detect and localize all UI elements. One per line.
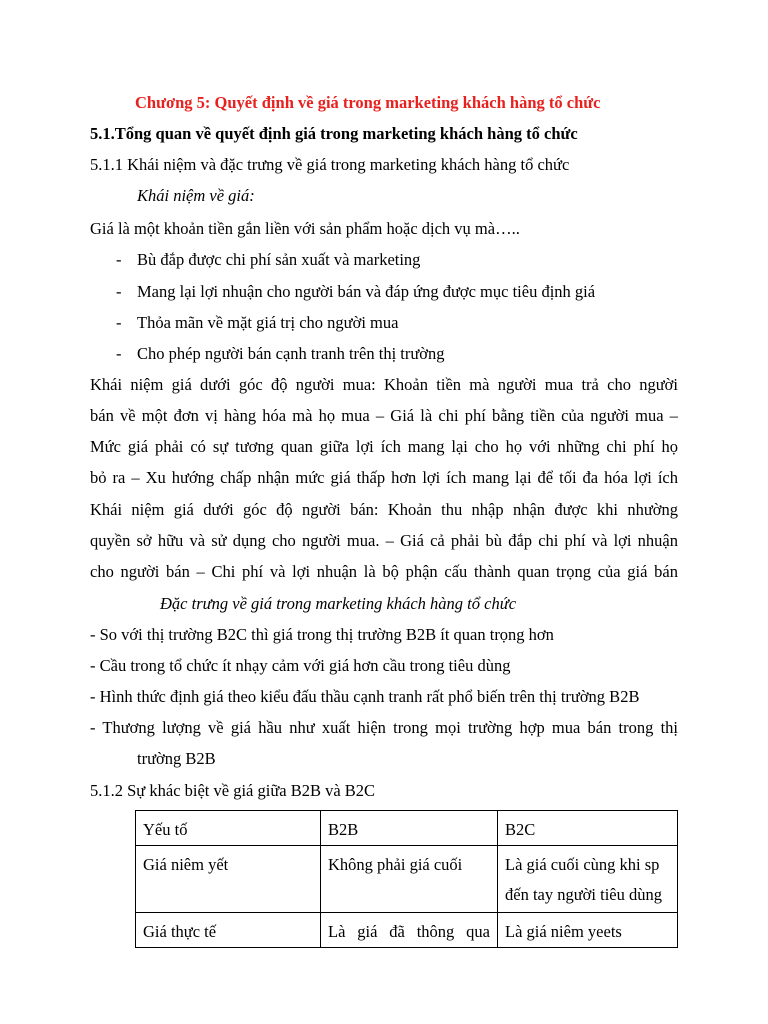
list-item: - Cầu trong tổ chức ít nhạy cảm với giá hơn cầu trong tiêu dùng bbox=[90, 656, 511, 675]
subsection-heading-2: 5.1.2 Sự khác biệt về giá giữa B2B và B2C bbox=[90, 781, 376, 800]
chapter-title: Chương 5: Quyết định về giá trong marketing khách hàng tổ chức bbox=[135, 93, 601, 112]
paragraph-line: Khái niệm giá dưới góc độ người mua: Khoản tiền mà người mua trả cho người bbox=[90, 375, 678, 394]
bullet-marker: - bbox=[116, 344, 122, 363]
subsection-heading-1: 5.1.1 Khái niệm và đặc trưng về giá trong marketing khách hàng tổ chức bbox=[90, 155, 570, 174]
bullet-marker: - bbox=[116, 313, 122, 332]
paragraph-line: Mức giá phải có sự tương quan giữa lợi ích mang lại cho họ với những chi phí họ bbox=[90, 437, 678, 456]
feature-heading: Đặc trưng về giá trong marketing khách hàng tổ chức bbox=[160, 594, 517, 613]
paragraph-line: Khái niệm giá dưới góc độ người bán: Khoản thu nhập nhận được khi nhường bbox=[90, 500, 678, 519]
section-heading: 5.1.Tổng quan về quyết định giá trong marketing khách hàng tổ chức bbox=[90, 124, 578, 143]
table-header-cell: Yếu tố bbox=[136, 811, 321, 846]
table-header-cell: B2C bbox=[498, 811, 678, 846]
concept-heading: Khái niệm về giá: bbox=[137, 186, 255, 205]
list-item: Bù đắp được chi phí sản xuất và marketing bbox=[137, 250, 421, 269]
comparison-table bbox=[135, 810, 678, 948]
table-cell: Là giá cuối cùng khi sp đến tay người tiêu dùng bbox=[498, 846, 678, 913]
table-row bbox=[136, 846, 678, 913]
table-row bbox=[136, 913, 678, 948]
table-cell: Không phải giá cuối bbox=[321, 846, 498, 913]
paragraph-line: quyền sở hữu và sử dụng cho người mua. – Giá cả phải bù đắp chi phí và lợi nhuận bbox=[90, 531, 678, 550]
bullet-marker: - bbox=[116, 250, 122, 269]
table-header-row bbox=[136, 811, 678, 846]
list-item: Cho phép người bán cạnh tranh trên thị trường bbox=[137, 344, 445, 363]
list-item: Mang lại lợi nhuận cho người bán và đáp ứng được mục tiêu định giá bbox=[137, 282, 596, 301]
list-item: Thỏa mãn về mặt giá trị cho người mua bbox=[137, 313, 399, 332]
paragraph-line: bán về một đơn vị hàng hóa mà họ mua – Giá là chi phí bằng tiền của người mua – bbox=[90, 406, 678, 425]
table-cell: Là giá đã thông qua bbox=[321, 913, 498, 948]
concept-intro: Giá là một khoản tiền gắn liền với sản phẩm hoặc dịch vụ mà….. bbox=[90, 219, 520, 238]
table-cell: Là giá niêm yeets bbox=[498, 913, 678, 948]
paragraph-line: bỏ ra – Xu hướng chấp nhận mức giá thấp hơn lợi ích mang lại để tối đa hóa lợi ích bbox=[90, 468, 678, 487]
table-cell: Giá thực tế bbox=[136, 913, 321, 948]
paragraph-line: cho người bán – Chi phí và lợi nhuận là bộ phận cấu thành quan trọng của giá bán bbox=[90, 562, 678, 581]
table-header-cell: B2B bbox=[321, 811, 498, 846]
list-item-continuation: trường B2B bbox=[137, 749, 216, 768]
list-item: - Thương lượng về giá hầu như xuất hiện trong mọi trường hợp mua bán trong thị bbox=[90, 718, 678, 737]
table-cell: Giá niêm yết bbox=[136, 846, 321, 913]
list-item: - So với thị trường B2C thì giá trong thị trường B2B ít quan trọng hơn bbox=[90, 625, 554, 644]
bullet-marker: - bbox=[116, 282, 122, 301]
list-item: - Hình thức định giá theo kiểu đấu thầu cạnh tranh rất phổ biến trên thị trường B2B bbox=[90, 687, 640, 706]
